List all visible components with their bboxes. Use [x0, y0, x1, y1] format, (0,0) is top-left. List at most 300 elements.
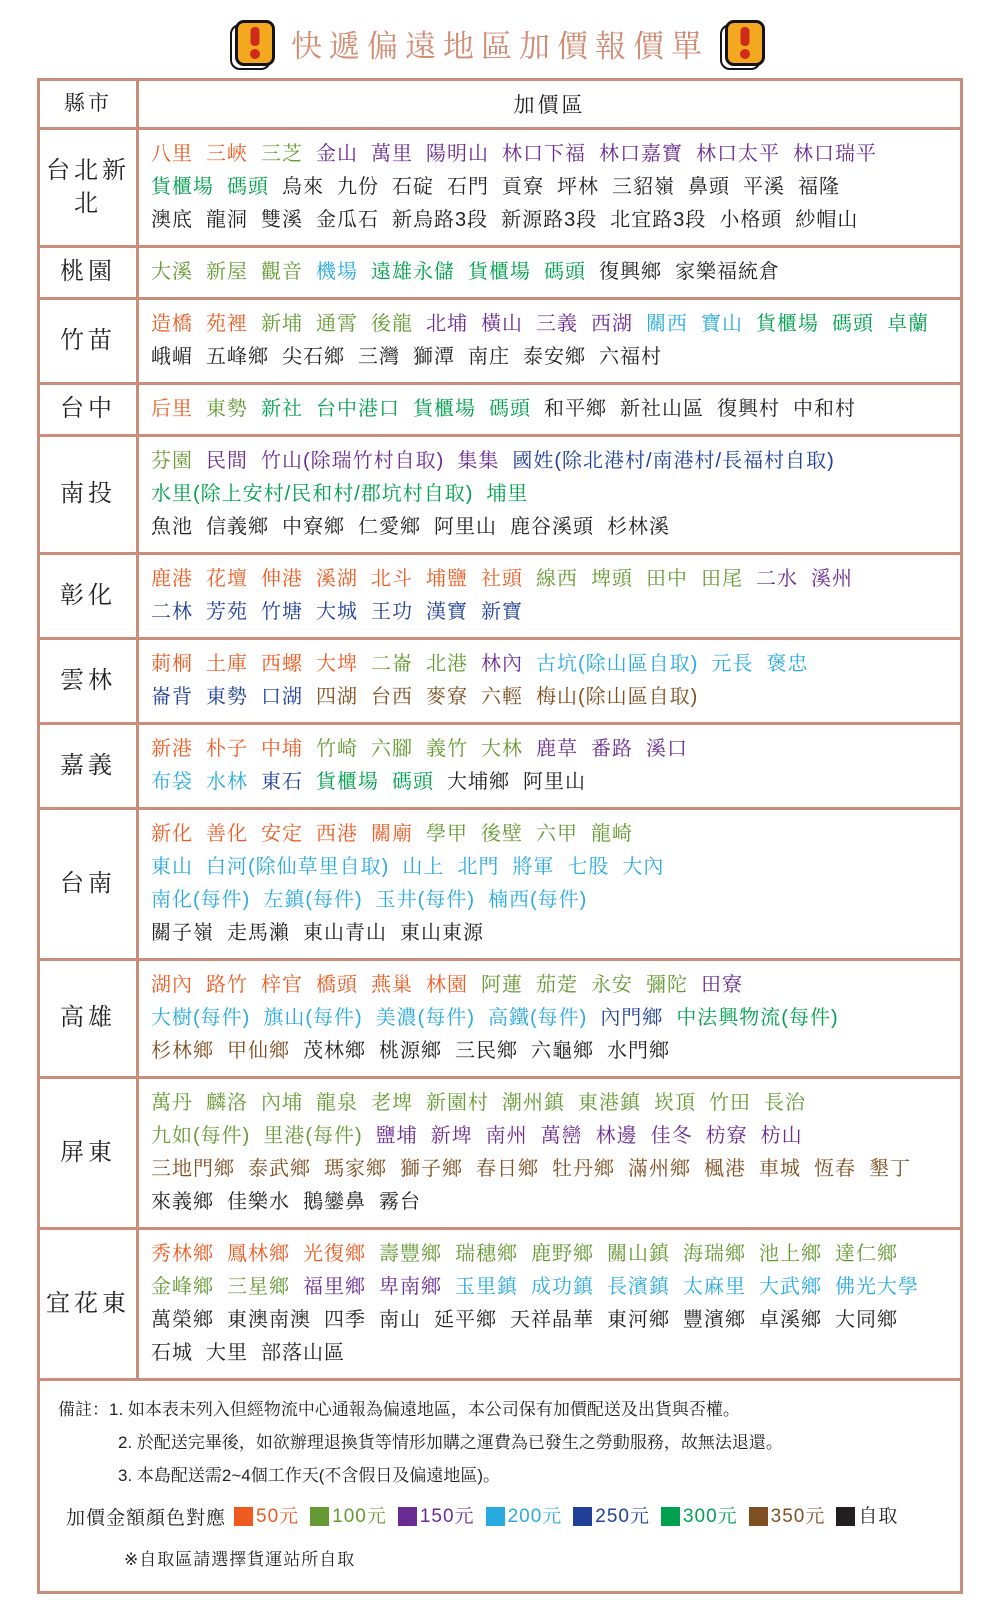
county-label: 竹苗	[40, 300, 139, 382]
note-line: 3. 本島配送需2~4個工作天(不含假日及偏遠地區)。	[118, 1466, 501, 1486]
area-item: 溪州	[811, 568, 853, 590]
area-item: 瑪家鄉	[324, 1158, 387, 1180]
area-item: 新烏路3段	[392, 209, 489, 231]
area-item: 尖石鄉	[282, 346, 345, 368]
area-item: 大埔鄉	[447, 771, 510, 793]
area-item: 高鐵(每件)	[487, 1007, 588, 1029]
area-item: 大溪	[151, 261, 193, 283]
area-item: 福里鄉	[303, 1276, 366, 1298]
area-item: 竹崎	[316, 738, 358, 760]
area-item: 民間	[206, 450, 248, 472]
area-cell	[139, 130, 960, 245]
table-row	[40, 637, 960, 722]
area-line	[151, 917, 948, 950]
county-label: 桃園	[40, 248, 139, 297]
legend-item	[310, 1498, 387, 1535]
area-item: 褒忠	[766, 653, 809, 675]
table-row	[40, 552, 960, 637]
area-item: 佳冬	[650, 1125, 693, 1147]
area-item: 茂林鄉	[303, 1040, 366, 1062]
area-item: 阿里山	[434, 516, 497, 538]
area-line	[151, 1087, 948, 1120]
area-item: 萬巒	[540, 1125, 583, 1147]
area-item: 雙溪	[261, 209, 303, 231]
table-row	[40, 245, 960, 297]
area-item: 內門鄉	[600, 1007, 664, 1029]
area-item: 三地門鄉	[151, 1158, 235, 1180]
area-item: 線西	[536, 568, 578, 590]
area-cell	[139, 555, 960, 637]
exclamation-icon	[235, 20, 275, 66]
area-item: 永安	[591, 974, 633, 996]
area-item: 墾丁	[869, 1158, 911, 1180]
area-item: 碼頭	[832, 313, 874, 335]
price-table	[37, 78, 963, 1594]
county-label: 宜花東	[40, 1230, 139, 1378]
area-item: 林口嘉寶	[599, 143, 683, 165]
header-area: 加價區	[513, 94, 586, 117]
area-item: 南庄	[468, 346, 510, 368]
area-item: 三貂嶺	[612, 176, 675, 198]
area-item: 西港	[316, 823, 358, 845]
notes-section	[40, 1381, 960, 1591]
area-item: 關山鎮	[607, 1243, 670, 1265]
area-item: 四季	[324, 1309, 366, 1331]
exclamation-icon	[725, 20, 765, 66]
area-item: 新屋	[206, 261, 248, 283]
area-item: 安定	[261, 823, 303, 845]
county-label: 台北新北	[40, 130, 139, 245]
area-item: 新社	[261, 398, 303, 420]
area-item: 田中	[646, 568, 688, 590]
area-item: 九份	[337, 176, 379, 198]
area-line	[151, 1035, 948, 1068]
area-item: 林口太平	[696, 143, 780, 165]
area-cell	[139, 810, 960, 958]
pickup-note: ※自取區請選擇貨運站所自取	[124, 1550, 356, 1570]
area-item: 山上	[402, 856, 445, 878]
area-item: 台中港口	[316, 398, 400, 420]
area-item: 路竹	[206, 974, 248, 996]
area-item: 竹田	[709, 1092, 751, 1114]
area-line	[151, 308, 948, 341]
area-line	[151, 138, 948, 171]
area-item: 甲仙鄉	[227, 1040, 290, 1062]
area-item: 萬里	[371, 143, 413, 165]
area-line	[151, 478, 948, 511]
area-item: 林口下福	[502, 143, 586, 165]
area-item: 東勢	[206, 398, 248, 420]
area-item: 埔里	[486, 483, 529, 505]
area-item: 善化	[206, 823, 248, 845]
area-item: 泰武鄉	[248, 1158, 311, 1180]
table-header-row	[40, 81, 960, 127]
area-item: 四湖	[316, 686, 358, 708]
area-item: 阿里山	[523, 771, 586, 793]
area-item: 口湖	[261, 686, 303, 708]
area-item: 新寶	[481, 601, 523, 623]
area-item: 麟洛	[206, 1092, 248, 1114]
area-line	[151, 563, 948, 596]
area-item: 平溪	[743, 176, 785, 198]
area-line	[151, 596, 948, 629]
area-item: 崁頂	[654, 1092, 696, 1114]
area-item: 新園村	[426, 1092, 489, 1114]
area-item: 西螺	[261, 653, 303, 675]
area-line	[151, 1337, 948, 1370]
county-label: 雲林	[40, 640, 139, 722]
area-item: 貨櫃場	[413, 398, 476, 420]
area-item: 坪林	[557, 176, 599, 198]
area-line	[151, 511, 948, 544]
area-item: 七股	[567, 856, 610, 878]
area-cell	[139, 640, 960, 722]
table-row	[40, 1076, 960, 1227]
area-item: 三峽	[206, 143, 248, 165]
area-item: 六甲	[536, 823, 578, 845]
area-item: 大武鄉	[759, 1276, 822, 1298]
area-item: 枋寮	[705, 1125, 748, 1147]
area-item: 學甲	[426, 823, 468, 845]
area-item: 石城	[151, 1342, 193, 1364]
area-item: 將軍	[512, 856, 555, 878]
area-item: 阿蓮	[481, 974, 523, 996]
area-item: 碼頭	[544, 261, 586, 283]
area-item: 六腳	[371, 738, 413, 760]
area-item: 海瑞鄉	[683, 1243, 746, 1265]
area-item: 朴子	[206, 738, 248, 760]
title-bar	[0, 0, 1000, 78]
area-item: 旗山(每件)	[263, 1007, 363, 1029]
area-item: 林口瑞平	[793, 143, 877, 165]
area-item: 寶山	[701, 313, 743, 335]
area-item: 王功	[371, 601, 413, 623]
area-item: 大內	[622, 856, 665, 878]
area-item: 杉林鄉	[151, 1040, 214, 1062]
area-item: 埤頭	[591, 568, 633, 590]
area-item: 玉井(每件)	[375, 889, 475, 911]
area-item: 碼頭	[392, 771, 434, 793]
area-item: 魚池	[151, 516, 193, 538]
area-item: 鹽埔	[375, 1125, 418, 1147]
area-item: 牡丹鄉	[552, 1158, 615, 1180]
area-item: 崙背	[151, 686, 193, 708]
area-item: 金瓜石	[316, 209, 379, 231]
legend-amount: 350元	[770, 1506, 826, 1528]
area-line	[151, 1002, 948, 1035]
area-item: 長治	[764, 1092, 806, 1114]
area-line	[151, 1271, 948, 1304]
table-row	[40, 434, 960, 552]
area-line	[151, 818, 948, 851]
area-line	[151, 851, 948, 884]
area-item: 車城	[759, 1158, 801, 1180]
area-item: 和平鄉	[544, 398, 607, 420]
area-line	[151, 256, 948, 289]
area-item: 燕巢	[371, 974, 413, 996]
area-item: 梅山(除山區自取)	[536, 686, 699, 708]
area-line	[151, 733, 948, 766]
area-item: 太麻里	[683, 1276, 746, 1298]
area-item: 漢寶	[426, 601, 468, 623]
header-county: 縣市	[40, 81, 139, 127]
area-item: 中和村	[793, 398, 856, 420]
area-item: 三民鄉	[455, 1040, 518, 1062]
area-item: 左鎮(每件)	[263, 889, 363, 911]
area-item: 古坑(除山區自取)	[536, 653, 699, 675]
area-item: 水門鄉	[607, 1040, 670, 1062]
area-item: 造橋	[151, 313, 193, 335]
area-item: 關西	[646, 313, 688, 335]
legend-item	[486, 1498, 563, 1535]
area-item: 東山東源	[400, 922, 484, 944]
area-item: 春日鄉	[476, 1158, 539, 1180]
area-item: 鹿野鄉	[531, 1243, 594, 1265]
area-item: 東港鎮	[578, 1092, 641, 1114]
area-item: 中寮鄉	[282, 516, 345, 538]
area-item: 仁愛鄉	[358, 516, 421, 538]
note-line	[58, 1393, 946, 1426]
area-item: 大城	[316, 601, 358, 623]
area-item: 龍崎	[591, 823, 633, 845]
warning-sticker-icon	[725, 20, 765, 66]
county-label: 台中	[40, 385, 139, 434]
area-item: 貢寮	[502, 176, 544, 198]
area-item: 貨櫃場	[468, 261, 531, 283]
area-item: 六龜鄉	[531, 1040, 594, 1062]
area-item: 鳳林鄉	[227, 1243, 290, 1265]
area-item: 東河鄉	[607, 1309, 670, 1331]
area-item: 新港	[151, 738, 193, 760]
area-item: 貨櫃場	[316, 771, 379, 793]
county-label: 高雄	[40, 961, 139, 1076]
area-item: 麥寮	[426, 686, 468, 708]
area-item: 莿桐	[151, 653, 193, 675]
area-item: 國姓(除北港村/南港村/長福村自取)	[512, 450, 835, 472]
legend-color-swatch	[398, 1507, 417, 1526]
area-item: 三義	[536, 313, 578, 335]
notes-label: 備註：	[58, 1400, 109, 1419]
area-item: 澳底	[151, 209, 193, 231]
area-item: 北斗	[371, 568, 413, 590]
area-item: 部落山區	[261, 1342, 345, 1364]
area-item: 湖內	[151, 974, 193, 996]
area-cell	[139, 300, 960, 382]
area-item: 五峰鄉	[206, 346, 269, 368]
area-item: 東澳南澳	[227, 1309, 311, 1331]
area-item: 復興村	[717, 398, 780, 420]
area-item: 大埤	[316, 653, 358, 675]
legend-item	[573, 1498, 650, 1535]
area-line	[151, 1186, 948, 1219]
area-line	[151, 341, 948, 374]
area-item: 南州	[485, 1125, 528, 1147]
area-item: 瑞穗鄉	[455, 1243, 518, 1265]
area-item: 里港(每件)	[263, 1125, 363, 1147]
legend-color-swatch	[749, 1507, 768, 1526]
area-item: 美濃(每件)	[375, 1007, 475, 1029]
area-item: 南化(每件)	[151, 889, 251, 911]
area-item: 集集	[457, 450, 500, 472]
county-label: 屏東	[40, 1079, 139, 1227]
area-item: 二崙	[371, 653, 413, 675]
area-item: 竹塘	[261, 601, 303, 623]
area-item: 金山	[316, 143, 358, 165]
area-item: 茄萣	[536, 974, 578, 996]
legend-color-swatch	[573, 1507, 592, 1526]
area-item: 峨嵋	[151, 346, 193, 368]
area-line	[151, 171, 948, 204]
area-item: 復興鄉	[599, 261, 662, 283]
area-item: 佛光大學	[835, 1276, 919, 1298]
legend-amount: 自取	[858, 1506, 899, 1528]
area-item: 陽明山	[426, 143, 489, 165]
area-item: 石門	[447, 176, 489, 198]
legend-item	[749, 1498, 826, 1535]
area-item: 豐濱鄉	[683, 1309, 746, 1331]
area-item: 鹿港	[151, 568, 193, 590]
area-item: 布袋	[151, 771, 193, 793]
area-item: 碼頭	[489, 398, 531, 420]
area-line	[151, 1120, 948, 1153]
area-cell	[139, 961, 960, 1076]
legend-amount: 200元	[507, 1506, 563, 1528]
note-line: 2. 於配送完畢後，如欲辦理退換貨等情形加購之運費為已發生之勞動服務，故無法退還。	[118, 1433, 783, 1453]
area-item: 東山	[151, 856, 193, 878]
area-item: 達仁鄉	[835, 1243, 898, 1265]
table-row	[40, 382, 960, 434]
table-row	[40, 127, 960, 245]
area-item: 遠雄永儲	[371, 261, 455, 283]
area-item: 潮州鎮	[502, 1092, 565, 1114]
legend-item	[661, 1498, 738, 1535]
area-item: 水林	[206, 771, 248, 793]
area-item: 東石	[261, 771, 303, 793]
legend-item	[398, 1498, 475, 1535]
area-item: 田尾	[701, 568, 743, 590]
area-item: 東山青山	[303, 922, 387, 944]
county-label: 台南	[40, 810, 139, 958]
note-text: 1. 如本表未列入但經物流中心通報為偏遠地區，本公司保有加價配送及出貨與否權。	[109, 1400, 740, 1419]
area-item: 社頭	[481, 568, 523, 590]
area-item: 伸港	[261, 568, 303, 590]
area-item: 小格頭	[719, 209, 783, 231]
area-item: 萬丹	[151, 1092, 193, 1114]
area-item: 通霄	[316, 313, 358, 335]
area-item: 後龍	[371, 313, 413, 335]
county-label: 嘉義	[40, 725, 139, 807]
area-item: 長濱鎮	[607, 1276, 670, 1298]
area-item: 來義鄉	[151, 1191, 214, 1213]
area-item: 新社山區	[620, 398, 704, 420]
area-cell	[139, 385, 960, 434]
area-item: 杉林溪	[607, 516, 670, 538]
area-item: 烏來	[282, 176, 324, 198]
area-item: 竹山(除瑞竹村自取)	[261, 450, 445, 472]
area-item: 獅潭	[413, 346, 455, 368]
table-row	[40, 958, 960, 1076]
area-cell	[139, 1230, 960, 1378]
area-item: 埔鹽	[426, 568, 468, 590]
table-row	[40, 807, 960, 958]
legend-amount: 150元	[419, 1506, 475, 1528]
area-item: 六福村	[599, 346, 662, 368]
county-label: 彰化	[40, 555, 139, 637]
area-item: 梓官	[261, 974, 303, 996]
area-item: 芬園	[151, 450, 193, 472]
area-item: 卑南鄉	[379, 1276, 442, 1298]
area-item: 新源路3段	[501, 209, 598, 231]
area-item: 家樂福統倉	[675, 261, 780, 283]
area-item: 光復鄉	[303, 1243, 366, 1265]
legend-color-swatch	[310, 1507, 329, 1526]
area-item: 新埔	[261, 313, 303, 335]
area-line	[151, 393, 948, 426]
area-item: 六輕	[481, 686, 523, 708]
legend-amount: 50元	[256, 1506, 300, 1528]
area-item: 鹿草	[536, 738, 578, 760]
area-item: 老埤	[371, 1092, 413, 1114]
area-item: 大同鄉	[835, 1309, 898, 1331]
area-item: 龍洞	[206, 209, 248, 231]
area-item: 二水	[756, 568, 798, 590]
area-item: 恆春	[814, 1158, 856, 1180]
area-item: 大里	[206, 1342, 248, 1364]
legend-item	[234, 1498, 299, 1535]
legend-amount: 100元	[332, 1506, 387, 1528]
area-line	[151, 1238, 948, 1271]
county-label: 南投	[40, 437, 139, 552]
area-item: 八里	[151, 143, 193, 165]
area-item: 苑裡	[206, 313, 248, 335]
area-item: 走馬瀨	[227, 922, 290, 944]
area-item: 北港	[426, 653, 468, 675]
area-item: 中埔	[261, 738, 303, 760]
area-item: 壽豐鄉	[379, 1243, 442, 1265]
warning-sticker-icon	[235, 20, 275, 66]
area-item: 卓蘭	[887, 313, 929, 335]
legend-color-swatch	[234, 1507, 253, 1526]
area-item: 大林	[481, 738, 523, 760]
table-row	[40, 297, 960, 382]
area-item: 霧台	[379, 1191, 421, 1213]
area-line	[151, 648, 948, 681]
table-row	[40, 722, 960, 807]
area-item: 芳苑	[206, 601, 248, 623]
area-item: 關子嶺	[151, 922, 214, 944]
area-item: 天祥晶華	[510, 1309, 594, 1331]
area-item: 后里	[151, 398, 193, 420]
area-item: 北門	[457, 856, 500, 878]
area-item: 佳樂水	[227, 1191, 290, 1213]
area-item: 林園	[426, 974, 468, 996]
area-item: 桃源鄉	[379, 1040, 442, 1062]
area-item: 龍泉	[316, 1092, 358, 1114]
area-cell	[139, 1079, 960, 1227]
area-line	[151, 766, 948, 799]
page-title: 快遞偏遠地區加價報價單	[291, 28, 709, 64]
area-item: 秀林鄉	[151, 1243, 214, 1265]
area-item: 後壁	[481, 823, 523, 845]
area-item: 土庫	[206, 653, 248, 675]
area-item: 楠西(每件)	[487, 889, 588, 911]
area-item: 新埤	[430, 1125, 473, 1147]
legend-label: 加價金額顏色對應	[66, 1508, 227, 1530]
area-item: 三芝	[261, 143, 303, 165]
area-item: 田寮	[701, 974, 743, 996]
area-item: 南山	[379, 1309, 421, 1331]
area-item: 西湖	[591, 313, 633, 335]
